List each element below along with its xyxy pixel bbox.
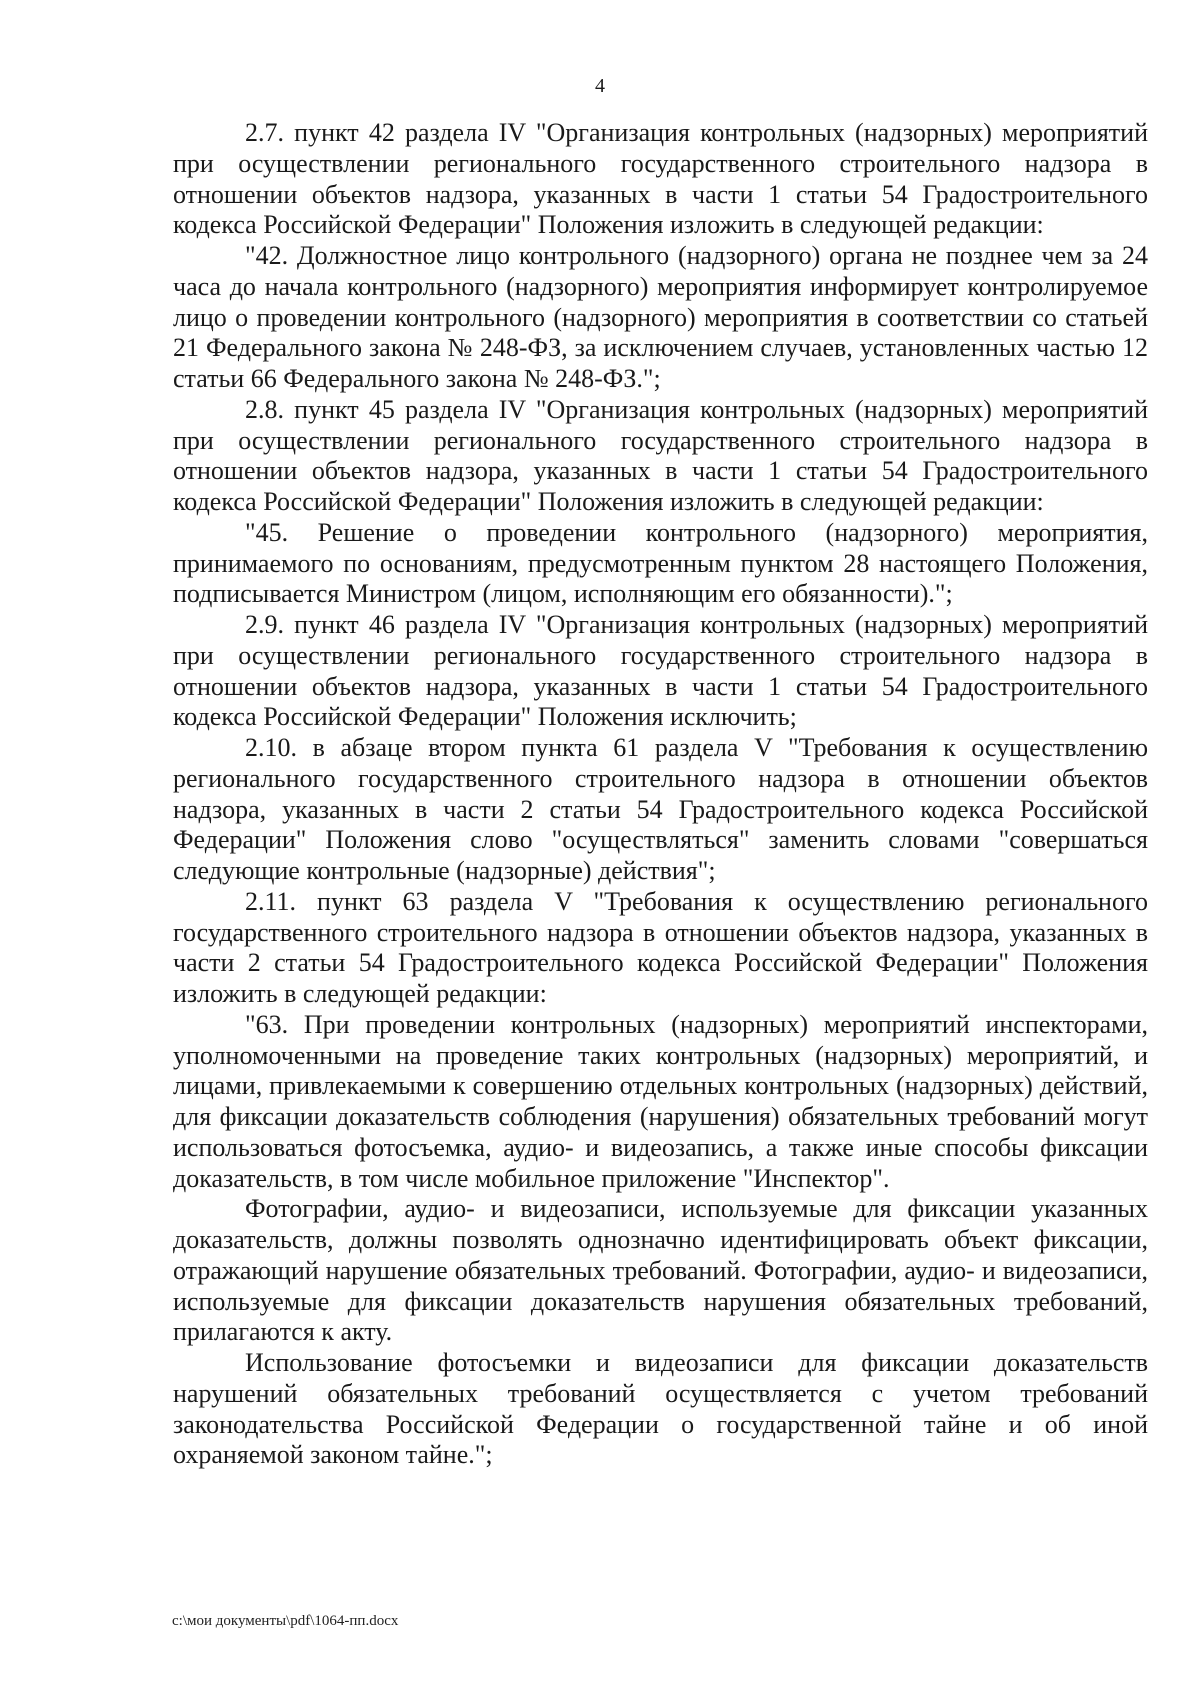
paragraph-quote-42: "42. Должностное лицо контрольного (надзорного) органа не позднее чем за 24 часа до начала контрольного (надзорного) мероприятия информирует контролируемое лицо о проведении контрольного (надзорного) мероприятия в соответствии со статьей 21 Федерального закона № 248-ФЗ, за исключением случаев, установленных частью 12 статьи 66 Федерального закона № 248-ФЗ."; (173, 241, 1148, 393)
page-number: 4 (595, 75, 605, 97)
paragraph-quote-45: "45. Решение о проведении контрольного (надзорного) мероприятия, принимаемого по основаниям, предусмотренным пунктом 28 настоящего Положения, подписывается Министром (лицом, исполняющим его обязанности)."; (173, 517, 1148, 609)
paragraph-photos: Фотографии, аудио- и видеозаписи, используемые для фиксации указанных доказательств, должны позволять однозначно идентифицировать объект фиксации, отражающий нарушение обязательных требований. Фотографии, аудио- и видеозаписи, используемые для фиксации доказательств нарушения обязательных требований, прилагаются к акту. (173, 1194, 1148, 1347)
paragraph-2-7: 2.7. пункт 42 раздела IV "Организация контрольных (надзорных) мероприятий при осуществлении регионального государственного строительного надзора в отношении объектов надзора, указанных в части 1 статьи 54 Градостроительного кодекса Российской Федерации" Положения изложить в следующей редакции: (173, 118, 1148, 240)
paragraph-2-10: 2.10. в абзаце втором пункта 61 раздела V "Требования к осуществлению регионального государственного строительного надзора в отношении объектов надзора, указанных в части 2 статьи 54 Градостроительного кодекса Российской Федерации" Положения слово "осуществляться" заменить словами "совершаться следующие контрольные (надзорные) действия"; (173, 733, 1148, 885)
document-body (173, 118, 1148, 1471)
paragraph-2-8: 2.8. пункт 45 раздела IV "Организация контрольных (надзорных) мероприятий при осуществлении регионального государственного строительного надзора в отношении объектов надзора, указанных в части 1 статьи 54 Градостроительного кодекса Российской Федерации" Положения изложить в следующей редакции: (173, 394, 1148, 516)
paragraph-usage: Использование фотосъемки и видеозаписи для фиксации доказательств нарушений обязательных требований осуществляется с учетом требований законодательства Российской Федерации о государственной тайне и об иной охраняемой законом тайне."; (173, 1348, 1148, 1470)
paragraph-2-11: 2.11. пункт 63 раздела V "Требования к осуществлению регионального государственного строительного надзора в отношении объектов надзора, указанных в части 2 статьи 54 Градостроительного кодекса Российской Федерации" Положения изложить в следующей редакции: (173, 886, 1148, 1008)
footer-file-path: c:\мои документы\pdf\1064-пп.docx (172, 1613, 399, 1629)
paragraph-quote-63: "63. При проведении контрольных (надзорных) мероприятий инспекторами, уполномоченными на проведение таких контрольных (надзорных) мероприятий, и лицами, привлекаемыми к совершению отдельных контрольных (надзорных) действий, для фиксации доказательств соблюдения (нарушения) обязательных требований могут использоваться фотосъемка, аудио- и видеозапись, а также иные способы фиксации доказательств, в том числе мобильное приложение "Инспектор". (173, 1009, 1148, 1193)
paragraph-2-9: 2.9. пункт 46 раздела IV "Организация контрольных (надзорных) мероприятий при осуществлении регионального государственного строительного надзора в отношении объектов надзора, указанных в части 1 статьи 54 Градостроительного кодекса Российской Федерации" Положения исключить; (173, 610, 1148, 732)
